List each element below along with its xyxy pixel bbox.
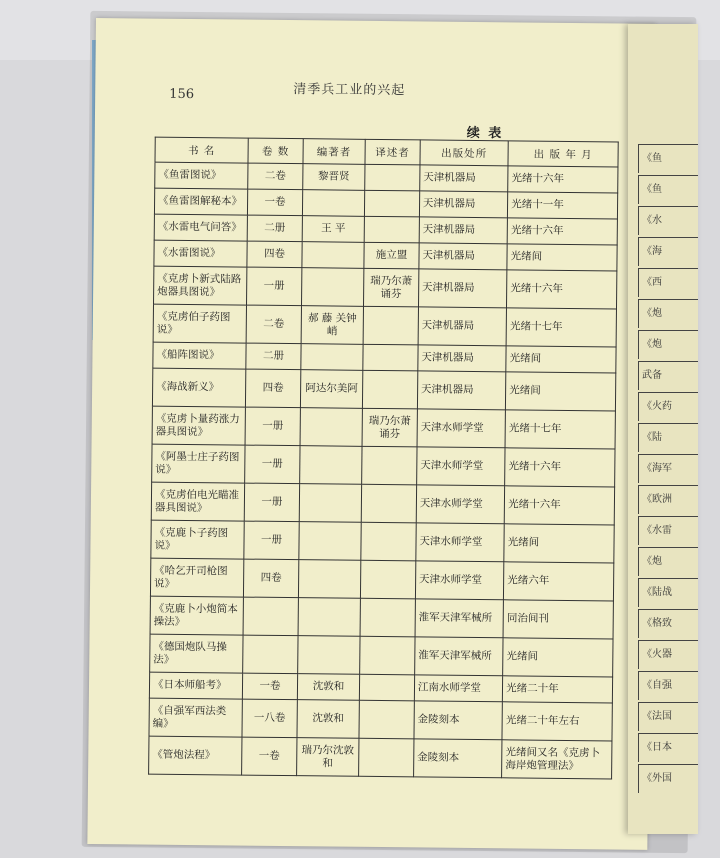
adjacent-page-fragment: 《日本 (638, 733, 698, 762)
adjacent-page-fragment: 《火药 (638, 392, 698, 421)
date-cell: 光绪二十年左右 (502, 702, 612, 741)
author-cell (300, 446, 362, 485)
author-cell: 王 平 (302, 216, 364, 243)
translator-cell (360, 560, 415, 599)
adjacent-page-fragment: 武备 (638, 361, 698, 390)
volumes-cell: 一八卷 (242, 699, 297, 738)
table-row (152, 406, 615, 449)
author-cell (302, 190, 364, 217)
publisher-cell: 天津水师学堂 (416, 523, 505, 562)
book-page (87, 18, 656, 850)
publisher-cell: 天津机器局 (418, 345, 507, 372)
date-cell: 光绪六年 (504, 562, 614, 601)
date-cell: 光绪间 (506, 346, 616, 373)
translator-cell (365, 164, 420, 191)
adjacent-page-fragment: 《陆战 (638, 578, 698, 607)
volumes-cell (243, 597, 298, 636)
date-cell: 光绪间 (506, 372, 616, 411)
date-cell: 光绪十一年 (508, 192, 618, 219)
adjacent-page-fragment: 《格致 (638, 609, 698, 638)
date-cell: 光绪间 (503, 638, 613, 677)
author-cell (298, 636, 360, 675)
column-header-author: 编著者 (303, 139, 365, 165)
translator-cell (362, 446, 417, 485)
date-cell: 光绪十六年 (505, 448, 615, 487)
publisher-cell: 淮军天津军械所 (415, 637, 504, 676)
book-title-cell: 《水雷图说》 (154, 240, 247, 267)
volumes-cell: 一卷 (242, 737, 297, 776)
translator-cell (359, 738, 414, 777)
table-row (151, 520, 614, 563)
book-title-cell: 《自强军西法类编》 (149, 698, 242, 737)
publisher-cell: 天津机器局 (418, 307, 507, 346)
volumes-cell: 一册 (245, 407, 300, 446)
book-title-cell: 《日本师船考》 (149, 672, 242, 699)
date-cell: 光绪间 (504, 524, 614, 563)
author-cell (301, 268, 363, 307)
column-header-publisher: 出版处所 (420, 140, 509, 166)
adjacent-page-fragment: 《鱼 (638, 144, 698, 173)
running-title: 清季兵工业的兴起 (293, 82, 406, 99)
author-cell: 黎晋贤 (303, 164, 365, 191)
author-cell: 沈敦和 (297, 674, 359, 701)
adjacent-page-fragment: 《海 (638, 237, 698, 266)
author-cell: 瑞乃尔沈敦和 (297, 738, 359, 777)
translator-cell: 瑞乃尔萧诵芬 (363, 268, 418, 307)
author-cell (298, 598, 360, 637)
translator-cell: 施立盟 (364, 242, 419, 269)
author-cell (298, 560, 360, 599)
volumes-cell: 二卷 (246, 305, 301, 344)
volumes-cell: 四卷 (245, 369, 300, 408)
adjacent-page-fragment: 《外国 (638, 764, 698, 793)
table-row (151, 482, 614, 525)
table-row (152, 368, 615, 411)
book-title-cell: 《阿墨士庄子药图说》 (152, 444, 245, 483)
column-header-date: 出 版 年 月 (508, 141, 618, 167)
author-cell (300, 408, 362, 447)
publisher-cell: 天津机器局 (417, 371, 506, 410)
translator-cell (361, 522, 416, 561)
date-cell: 光绪十七年 (505, 410, 615, 449)
publisher-cell: 天津机器局 (419, 217, 508, 244)
table-row (150, 596, 613, 639)
author-cell (299, 522, 361, 561)
publisher-cell: 天津机器局 (419, 191, 508, 218)
book-title-cell: 《克虏伯子药图说》 (153, 304, 246, 343)
translator-cell (362, 370, 417, 409)
publisher-cell: 江南水师学堂 (414, 675, 503, 702)
date-cell: 光绪十六年 (507, 270, 617, 309)
date-cell: 光绪十六年 (508, 166, 618, 193)
translator-cell (363, 306, 418, 345)
volumes-cell: 一册 (244, 521, 299, 560)
translator-cell (361, 484, 416, 523)
author-cell (302, 242, 364, 269)
adjacent-page-fragment: 《自强 (638, 671, 698, 700)
column-header-translator: 译述者 (365, 139, 420, 165)
translator-cell (364, 216, 419, 243)
continued-table-label: 续 表 (466, 125, 504, 142)
volumes-cell: 二卷 (248, 163, 303, 190)
translator-cell (363, 344, 418, 371)
publisher-cell: 天津水师学堂 (417, 447, 506, 486)
author-cell: 阿达尔美阿 (300, 370, 362, 409)
book-title-cell: 《克虏卜量药涨力器具图说》 (152, 406, 245, 445)
volumes-cell: 一册 (245, 445, 300, 484)
adjacent-page-fragment: 《水 (638, 206, 698, 235)
translator-cell (359, 674, 414, 701)
adjacent-page-fragment: 《法国 (638, 702, 698, 731)
table-row (153, 304, 616, 347)
adjacent-page-fragment: 《炮 (638, 330, 698, 359)
adjacent-page-fragment: 《西 (638, 268, 698, 297)
adjacent-page-edge (628, 24, 698, 834)
adjacent-page-fragment: 《炮 (638, 547, 698, 576)
author-cell (301, 344, 363, 371)
book-title-cell: 《管炮法程》 (149, 736, 242, 775)
book-title-cell: 《克鹿卜子药图说》 (151, 520, 244, 559)
date-cell: 光绪间 (507, 244, 617, 271)
publisher-cell: 天津机器局 (418, 269, 507, 308)
date-cell: 光绪十七年 (506, 308, 616, 347)
publisher-cell: 天津水师学堂 (415, 561, 504, 600)
volumes-cell: 二册 (247, 215, 302, 242)
table-row (152, 444, 615, 487)
book-title-cell: 《德国炮队马操法》 (150, 634, 243, 673)
table-row (149, 698, 612, 741)
publisher-cell: 天津水师学堂 (416, 485, 505, 524)
book-title-cell: 《克虏卜新式陆路炮器具图说》 (154, 266, 247, 305)
date-cell: 同治间刊 (503, 600, 613, 639)
book-title-cell: 《鱼雷图解秘本》 (154, 188, 247, 215)
author-cell: 郝 藤 关钟峭 (301, 306, 363, 345)
translator-cell (364, 190, 419, 217)
book-title-cell: 《哈乞开司枪图说》 (150, 558, 243, 597)
column-header-title: 书 名 (155, 137, 248, 163)
translator-cell (359, 700, 414, 739)
publisher-cell: 天津机器局 (419, 243, 508, 270)
adjacent-page-fragment: 《欧洲 (638, 485, 698, 514)
publisher-cell: 淮军天津军械所 (415, 599, 504, 638)
table-row (154, 266, 617, 309)
table-row (149, 736, 612, 779)
date-cell: 光绪间又名《克虏卜海岸炮管理法》 (502, 740, 612, 779)
adjacent-page-fragment: 《海军 (638, 454, 698, 483)
translator-cell: 瑞乃尔萧诵芬 (362, 408, 417, 447)
translator-cell (360, 636, 415, 675)
date-cell: 光绪十六年 (504, 486, 614, 525)
author-cell (299, 484, 361, 523)
volumes-cell: 一册 (244, 483, 299, 522)
page-number: 156 (169, 86, 195, 103)
book-title-cell: 《克虏伯电光瞄准器具图说》 (151, 482, 244, 521)
adjacent-page-fragment: 《水雷 (638, 516, 698, 545)
translator-cell (360, 598, 415, 637)
date-cell: 光绪十六年 (507, 218, 617, 245)
table-row (150, 634, 613, 677)
book-title-cell: 《鱼雷图说》 (155, 162, 248, 189)
volumes-cell: 四卷 (247, 241, 302, 268)
adjacent-page-fragment: 《火器 (638, 640, 698, 669)
book-title-cell: 《海战新义》 (152, 368, 245, 407)
volumes-cell: 二册 (246, 343, 301, 370)
adjacent-page-fragment: 《炮 (638, 299, 698, 328)
volumes-cell (243, 635, 298, 674)
adjacent-page-fragment: 《鱼 (638, 175, 698, 204)
book-title-cell: 《克鹿卜小炮简本操法》 (150, 596, 243, 635)
date-cell: 光绪二十年 (503, 676, 613, 703)
volumes-cell: 四卷 (244, 559, 299, 598)
publisher-cell: 金陵刻本 (414, 701, 503, 740)
book-title-cell: 《水雷电气问答》 (154, 214, 247, 241)
publisher-cell: 金陵刻本 (413, 739, 502, 778)
book-title-cell: 《船阵图说》 (153, 342, 246, 369)
volumes-cell: 一卷 (242, 673, 297, 700)
volumes-cell: 一卷 (248, 189, 303, 216)
table-row (150, 558, 613, 601)
author-cell: 沈敦和 (297, 700, 359, 739)
volumes-cell: 一册 (247, 267, 302, 306)
publisher-cell: 天津水师学堂 (417, 409, 506, 448)
adjacent-page-fragment: 《陆 (638, 423, 698, 452)
book-list-table (148, 137, 619, 780)
column-header-volumes: 卷 数 (248, 138, 303, 164)
publisher-cell: 天津机器局 (420, 165, 509, 192)
